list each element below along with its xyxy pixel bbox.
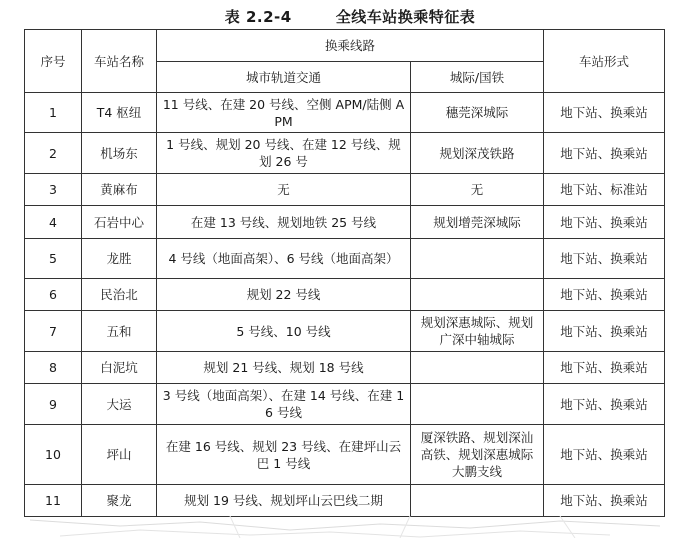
cell-seq: 8 [25, 352, 82, 384]
cell-urban: 11 号线、在建 20 号线、空侧 APM/陆侧 APM [157, 93, 411, 133]
cell-station: 石岩中心 [82, 206, 157, 239]
table-title [0, 6, 700, 27]
cell-intercity: 厦深铁路、规划深汕高铁、规划深惠城际大鹏支线 [411, 425, 544, 485]
cell-urban: 规划 19 号线、规划坪山云巴线二期 [157, 485, 411, 517]
cell-form: 地下站、换乘站 [544, 425, 665, 485]
cell-form: 地下站、换乘站 [544, 352, 665, 384]
table-row [25, 174, 665, 206]
cell-station: 大运 [82, 384, 157, 425]
cell-intercity: 穗莞深城际 [411, 93, 544, 133]
table-row [25, 239, 665, 279]
header-intercity: 城际/国铁 [411, 62, 544, 93]
cell-form: 地下站、换乘站 [544, 133, 665, 174]
cell-seq: 11 [25, 485, 82, 517]
cell-station: 聚龙 [82, 485, 157, 517]
header-form: 车站形式 [544, 30, 665, 93]
cell-station: 白泥坑 [82, 352, 157, 384]
cell-station: 机场东 [82, 133, 157, 174]
cell-seq: 1 [25, 93, 82, 133]
header-seq: 序号 [25, 30, 82, 93]
cell-intercity [411, 384, 544, 425]
cell-station: 五和 [82, 311, 157, 352]
cell-station: 民治北 [82, 279, 157, 311]
header-urban: 城市轨道交通 [157, 62, 411, 93]
cell-intercity [411, 485, 544, 517]
cell-form: 地下站、换乘站 [544, 206, 665, 239]
table-row [25, 425, 665, 485]
cell-intercity [411, 352, 544, 384]
table-row [25, 133, 665, 174]
cell-seq: 2 [25, 133, 82, 174]
cell-urban: 无 [157, 174, 411, 206]
cell-intercity: 规划深惠城际、规划广深中轴城际 [411, 311, 544, 352]
cell-form: 地下站、换乘站 [544, 311, 665, 352]
map-fragment-background [0, 516, 700, 538]
cell-urban: 规划 21 号线、规划 18 号线 [157, 352, 411, 384]
table-row [25, 311, 665, 352]
table-row [25, 93, 665, 133]
cell-form: 地下站、换乘站 [544, 485, 665, 517]
cell-form: 地下站、换乘站 [544, 279, 665, 311]
cell-form: 地下站、换乘站 [544, 93, 665, 133]
cell-station: 龙胜 [82, 239, 157, 279]
cell-station: 黄麻布 [82, 174, 157, 206]
table-row [25, 206, 665, 239]
cell-seq: 5 [25, 239, 82, 279]
table-row [25, 279, 665, 311]
table-row [25, 352, 665, 384]
cell-station: 坪山 [82, 425, 157, 485]
cell-intercity [411, 279, 544, 311]
cell-urban: 3 号线（地面高架）、在建 14 号线、在建 16 号线 [157, 384, 411, 425]
cell-intercity: 规划增莞深城际 [411, 206, 544, 239]
table-row [25, 384, 665, 425]
cell-seq: 3 [25, 174, 82, 206]
cell-form: 地下站、标准站 [544, 174, 665, 206]
table-caption: 全线车站换乘特征表 [335, 8, 476, 26]
table-number: 表 2.2-4 [224, 8, 292, 26]
cell-form: 地下站、换乘站 [544, 384, 665, 425]
cell-intercity [411, 239, 544, 279]
cell-station: T4 枢纽 [82, 93, 157, 133]
header-station: 车站名称 [82, 30, 157, 93]
cell-seq: 7 [25, 311, 82, 352]
cell-seq: 6 [25, 279, 82, 311]
cell-urban: 规划 22 号线 [157, 279, 411, 311]
cell-urban: 在建 13 号线、规划地铁 25 号线 [157, 206, 411, 239]
cell-urban: 1 号线、规划 20 号线、在建 12 号线、规划 26 号 [157, 133, 411, 174]
cell-form: 地下站、换乘站 [544, 239, 665, 279]
cell-urban: 在建 16 号线、规划 23 号线、在建坪山云巴 1 号线 [157, 425, 411, 485]
cell-intercity: 无 [411, 174, 544, 206]
cell-urban: 5 号线、10 号线 [157, 311, 411, 352]
table-row [25, 485, 665, 517]
cell-urban: 4 号线（地面高架）、6 号线（地面高架） [157, 239, 411, 279]
cell-seq: 10 [25, 425, 82, 485]
cell-intercity: 规划深茂铁路 [411, 133, 544, 174]
transfer-table [24, 29, 665, 517]
cell-seq: 4 [25, 206, 82, 239]
cell-seq: 9 [25, 384, 82, 425]
header-transfer: 换乘线路 [157, 30, 544, 62]
